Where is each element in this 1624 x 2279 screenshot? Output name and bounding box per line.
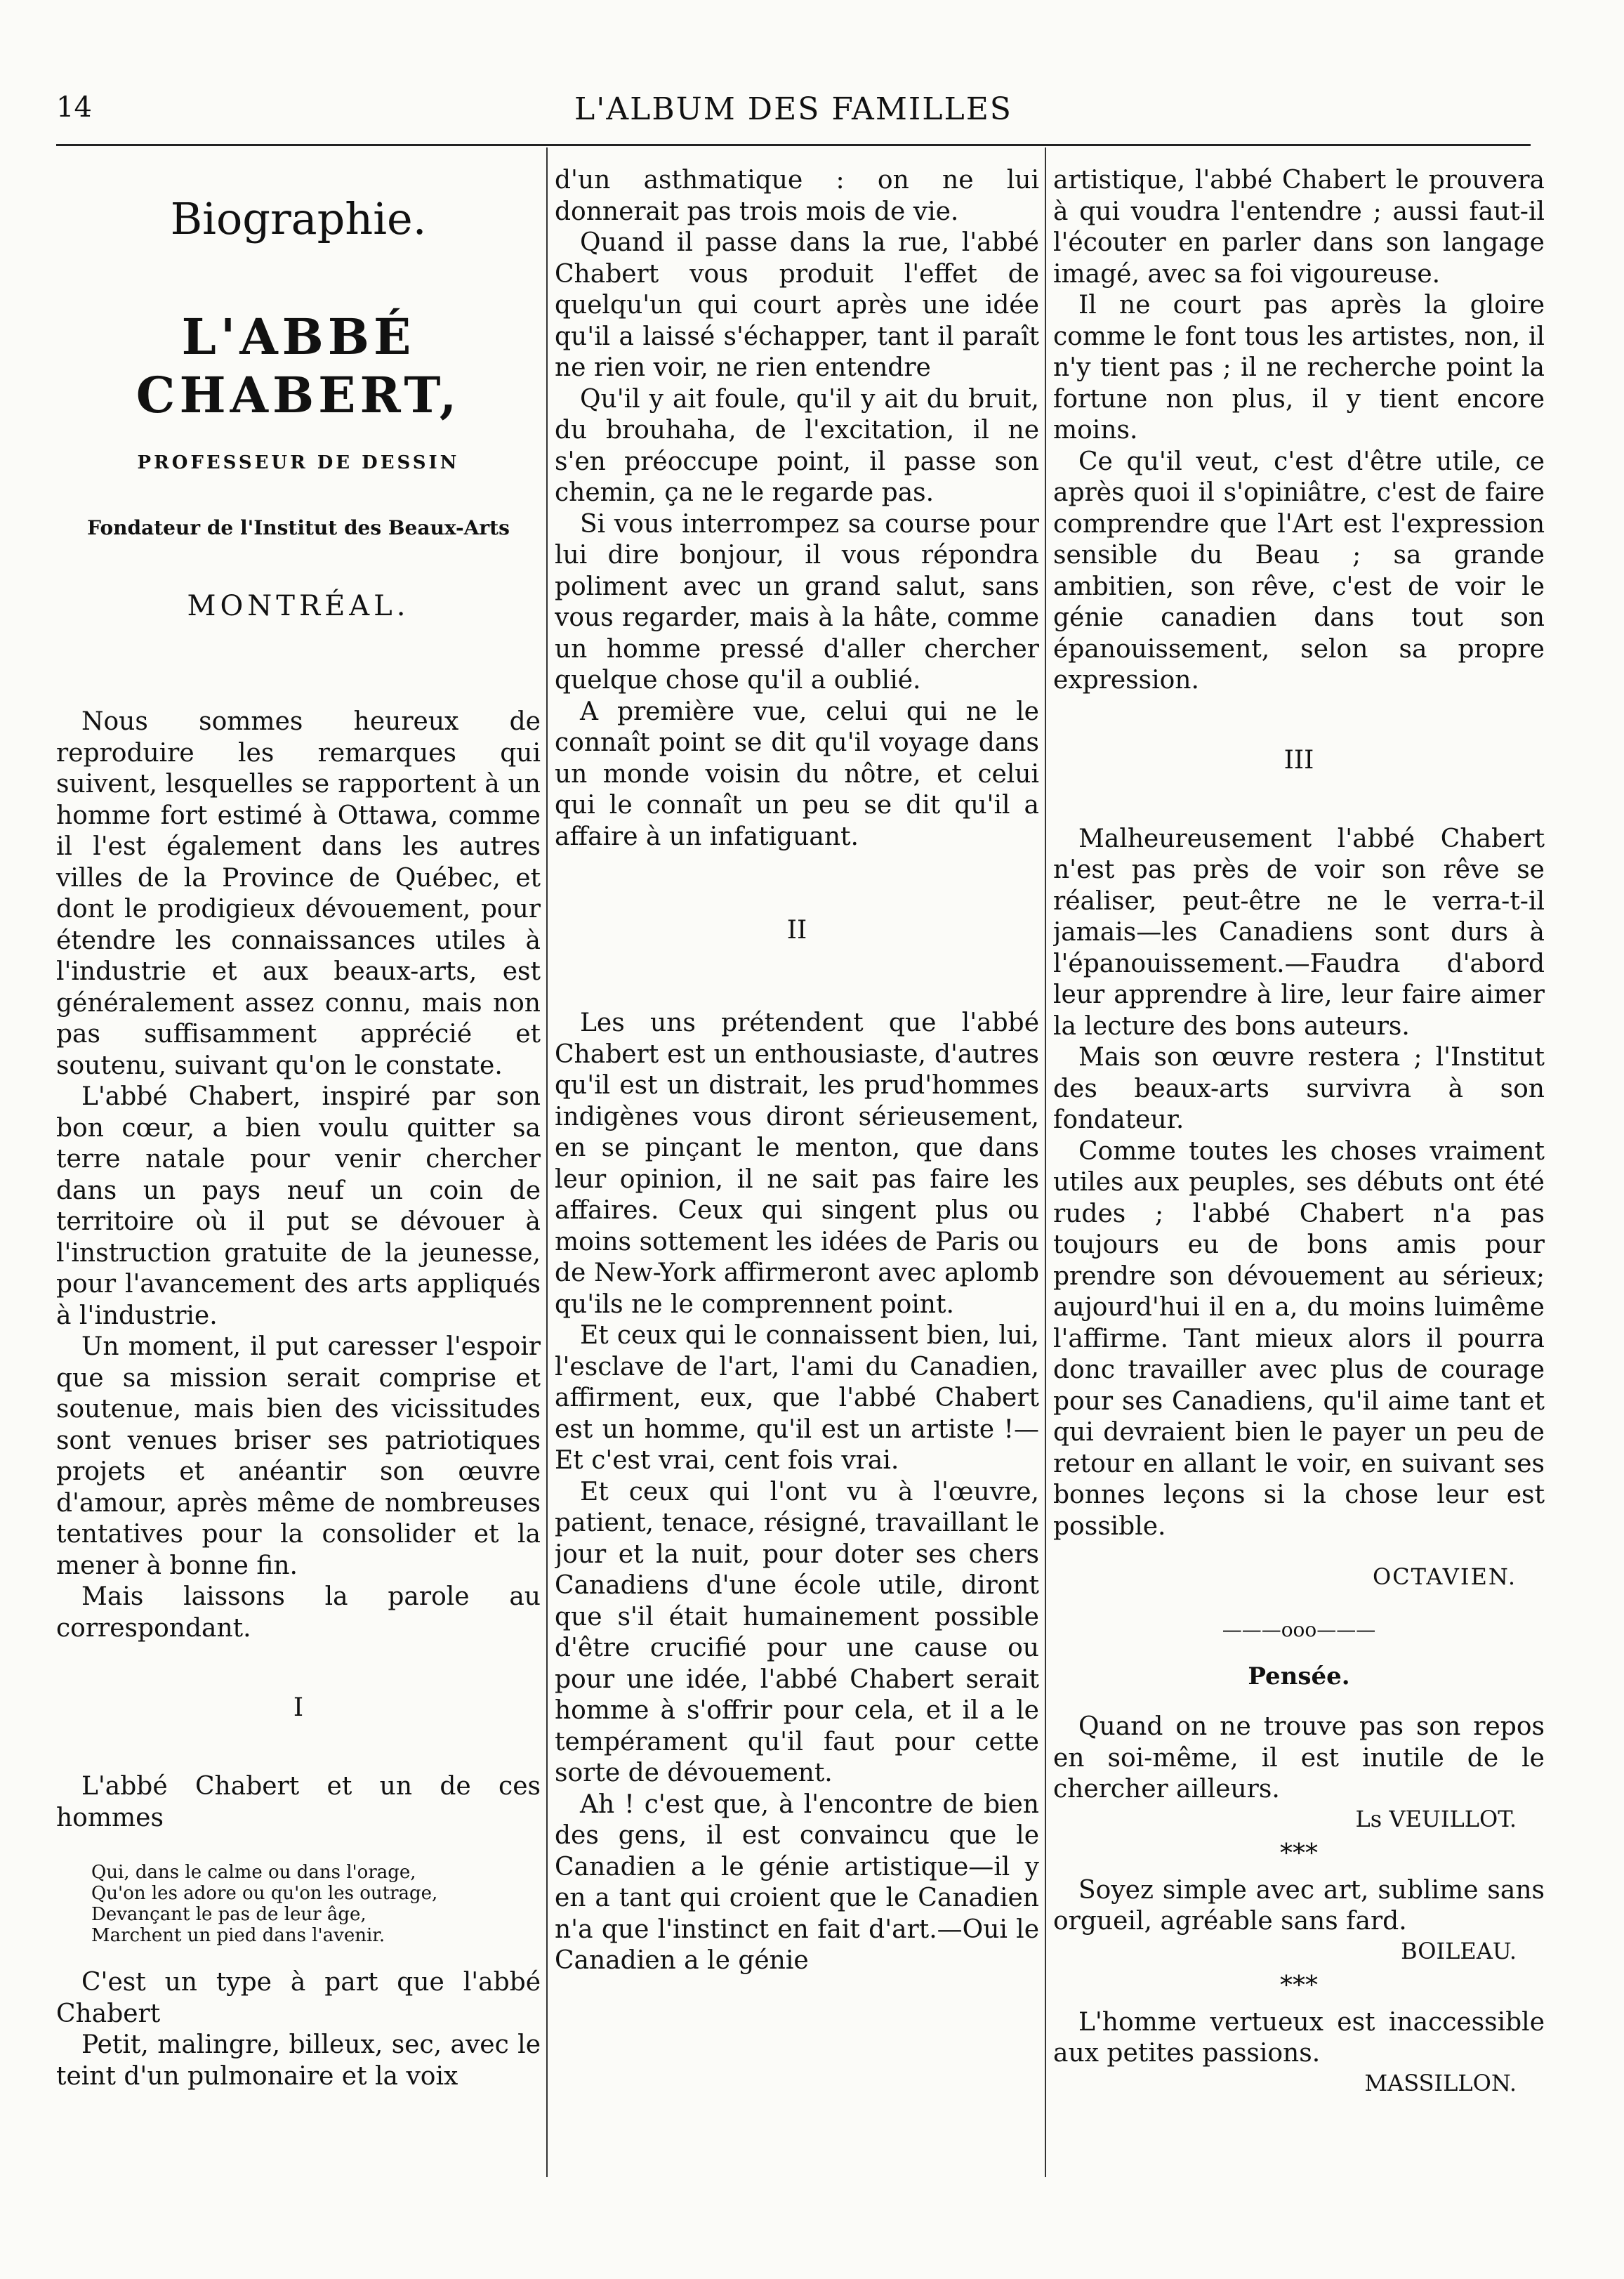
paragraph: Il ne court pas après la gloire comme le font tous les artistes, non, il n'y tient pas ; il ne recherche point la fortune non plus, il y tient encore moins. [1053, 291, 1545, 445]
paragraph: Quand il passe dans la rue, l'abbé Chabert vous produit l'effet de quelqu'un qui court après une idée qu'il a laissé s'échapper, tant il paraît ne rien voir, ne rien entendre [555, 228, 1039, 382]
quote-text: Soyez simple avec art, sublime sans orgueil, agréable sans fard. [1053, 1875, 1545, 1936]
quote-text: L'homme vertueux est inaccessible aux petites passions. [1053, 2007, 1545, 2068]
asterism: *** [1280, 1971, 1318, 2000]
section-title: Biographie. [170, 193, 427, 244]
paragraph: Et ceux qui le connaissent bien, lui, l'esclave de l'art, l'ami du Canadien, affirment, eux, que l'abbé Chabert est un homme, qu'il est un artiste !—Et c'est vrai, cent fois vrai. [555, 1321, 1039, 1475]
paragraph: L'abbé Chabert et un de ces hommes [56, 1772, 541, 1832]
article-title: L'ABBÉ CHABERT, [136, 308, 461, 424]
section-number: III [1283, 745, 1314, 775]
page-header [56, 91, 1531, 140]
poem-line: Marchent un pied dans l'avenir. [91, 1925, 385, 1946]
author-signature: OCTAVIEN. [1372, 1563, 1517, 1590]
poem-line: Qui, dans le calme ou dans l'orage, [91, 1862, 416, 1883]
paragraph: Et ceux qui l'ont vu à l'œuvre, patient, tenace, résigné, travaillant le jour et la nuit, pour doter ses chers Canadiens d'une école utile, diront que s'il était humainement possible d'être crucifié pour une cause ou pour une idée, l'abbé Chabert serait homme à s'offrir pour cela, et il a le tempérament qu'il faut pour cette sorte de dévouement. [555, 1477, 1039, 1787]
column-divider [1045, 147, 1046, 2177]
column-divider [546, 147, 548, 2177]
place-line: MONTRÉAL. [187, 590, 410, 622]
article-subtitle: PROFESSEUR DE DESSIN [137, 452, 460, 473]
paragraph: Mais laissons la parole au correspondant. [56, 1582, 541, 1643]
page-number: 14 [56, 91, 92, 124]
paragraph: Ah ! c'est que, à l'encontre de bien des gens, il est convaincu que le Canadien a le génie artistique—il y en a tant qui croient que le Canadien n'a que l'instinct en fait d'art.—Oui le Canadien a le génie [555, 1789, 1039, 1975]
paragraph: Si vous interrompez sa course pour lui dire bonjour, il vous répondra poliment avec un grand salut, sans vous regarder, mais à la hâte, comme un homme pressé d'aller chercher quelque chose qu'il a oublié. [555, 509, 1039, 695]
pensee-title: Pensée. [1248, 1662, 1350, 1690]
column-1 [56, 165, 541, 2195]
running-title: L'ALBUM DES FAMILLES [574, 91, 1012, 127]
quote-author: Ls VEUILLOT. [1355, 1805, 1517, 1832]
paragraph: Un moment, il put caresser l'espoir que sa mission serait comprise et soutenue, mais bien des vicissitudes sont venues briser ses patriotiques projets et anéantir son œuvre d'amour, après même de nombreuses tentatives pour la consolider et la mener à bonne fin. [56, 1332, 541, 1580]
paragraph: Mais son œuvre restera ; l'Institut des beaux-arts survivra à son fondateur. [1053, 1043, 1545, 1134]
section-number: I [293, 1693, 304, 1722]
founder-line: Fondateur de l'Institut des Beaux-Arts [87, 516, 510, 539]
asterism: *** [1280, 1839, 1318, 1868]
header-rule [56, 144, 1531, 146]
column-2 [555, 165, 1039, 2195]
poem [56, 1862, 541, 1946]
paragraph: artistique, l'abbé Chabert le prouvera à qui voudra l'entendre ; aussi faut-il l'écouter en parler dans son langage imagé, avec sa foi vigoureuse. [1053, 166, 1545, 289]
ornament-divider: ———ooo——— [1222, 1618, 1376, 1641]
paragraph: A première vue, celui qui ne le connaît point se dit qu'il voyage dans un monde voisin du nôtre, et celui qui le connaît un peu se dit qu'il a affaire à un infatiguant. [555, 697, 1039, 851]
paragraph: Qu'il y ait foule, qu'il y ait du bruit, du brouhaha, de l'excitation, il ne s'en préoccupe point, il passe son chemin, ça ne le regarde pas. [555, 384, 1039, 507]
paragraph: Les uns prétendent que l'abbé Chabert est un enthousiaste, d'autres qu'il est un distrait, les prud'hommes indigènes vous diront sérieusement, en se pinçant le menton, que dans leur opinion, il ne sait pas faire les affaires. Ceux qui singent plus ou moins sottement les idées de Paris ou de New-York affirmeront avec aplomb qu'ils ne le comprennent point. [555, 1009, 1039, 1319]
quote-author: MASSILLON. [1364, 2069, 1517, 2096]
paragraph: Petit, malingre, billeux, sec, avec le teint d'un pulmonaire et la voix [56, 2030, 541, 2091]
paragraph: Malheureusement l'abbé Chabert n'est pas près de voir son rêve se réaliser, peut-être ne le verra-t-il jamais—les Canadiens sont durs à l'épanouissement.—Faudra d'abord leur apprendre à lire, leur faire aimer la lecture des bons auteurs. [1053, 824, 1545, 1041]
poem-line: Qu'on les adore ou qu'on les outrage, [91, 1883, 438, 1904]
paragraph: Nous sommes heureux de reproduire les remarques qui suivent, lesquelles se rapportent à un homme fort estimé à Ottawa, comme il l'est également dans les autres villes de la Province de Québec, et dont le prodigieux dévouement, pour étendre les connaissances utiles à l'industrie et aux beaux-arts, est généralement assez connu, mais non pas suffisamment apprécié et soutenu, suivant qu'on le constate. [56, 707, 541, 1080]
paragraph: C'est un type à part que l'abbé Chabert [56, 1968, 541, 2028]
paragraph: d'un asthmatique : on ne lui donnerait pas trois mois de vie. [555, 166, 1039, 226]
paragraph: Ce qu'il veut, c'est d'être utile, ce après quoi il s'opiniâtre, c'est de faire comprendre que l'Art est l'expression sensible du Beau ; sa grande ambitien, son rêve, c'est de voir le génie canadien dans tout son épanouissement, selon sa propre expression. [1053, 447, 1545, 695]
quote-text: Quand on ne trouve pas son repos en soi-même, il est inutile de le chercher ailleurs. [1053, 1712, 1545, 1804]
paragraph: L'abbé Chabert, inspiré par son bon cœur, a bien voulu quitter sa terre natale pour venir chercher dans un pays neuf un coin de territoire où il put se dévouer à l'instruction gratuite de la jeunesse, pour l'avancement des arts appliqués à l'industrie. [56, 1082, 541, 1330]
section-number: II [786, 916, 807, 945]
column-3 [1053, 165, 1545, 2195]
quote-author: BOILEAU. [1401, 1937, 1517, 1964]
poem-line: Devançant le pas de leur âge, [91, 1904, 367, 1925]
paragraph: Comme toutes les choses vraiment utiles aux peuples, ses débuts ont été rudes ; l'abbé Chabert n'a pas toujours eu de bons amis pour prendre son dévouement au sérieux; aujourd'hui il en a, du moins luimême l'affirme. Tant mieux alors il pourra donc travailler avec plus de courage pour ses Canadiens, qu'il aime tant et qui devraient bien le payer un peu de retour en allant le voir, en suivant ses bonnes leçons si la chose leur est possible. [1053, 1136, 1545, 1541]
